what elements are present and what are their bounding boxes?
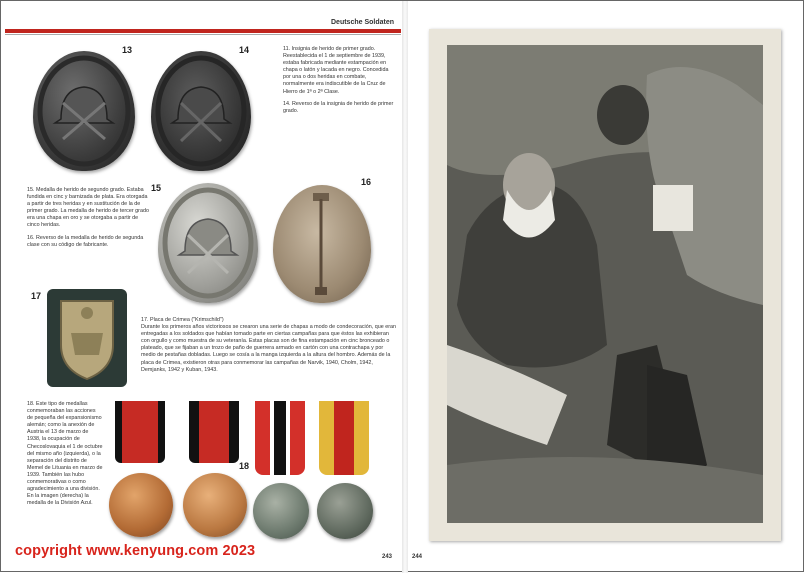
sudetenland-medal — [183, 473, 247, 537]
crimea-shield-icon — [47, 289, 127, 387]
helmet-reverse-emblem-icon — [151, 51, 251, 171]
blue-division-medal-ribbon — [319, 401, 369, 475]
blue-division-medal — [317, 483, 373, 539]
wounded-soldier-photo — [447, 45, 763, 523]
page-gutter — [402, 1, 408, 573]
wound-badge-black-reverse — [151, 51, 251, 171]
caption-block-15-16 — [27, 187, 151, 254]
crimea-shield — [47, 289, 127, 387]
copyright-watermark: copyright www.kenyung.com 2023 — [15, 543, 256, 559]
caption-16: 16. Reverso de la medalla de herido de segunda clase con su código de fabricante. — [27, 234, 144, 248]
caption-11: 11. Insignia de herido de primer grado. Reestablecida el 1 de septiembre de 1939, estaba fabricada mediante estampación en chapa o latón y lacada en negro. Concedida por una o dos heridas en combate, normalmente era indiscutible de la Cruz de Hierro de 1ª o 2ª Clase. — [283, 46, 389, 95]
pin-fastener-icon — [273, 185, 371, 303]
caption-15: 15. Medalla de herido de segundo grado. Estaba fundida en cinc y barnizada de plata. Era otorgada a partir de tres heridas y en sustitución de la de primer grado. La medalla de herido de tercer grado era una chapa en oro y se otorgaba a partir de cinco heridas. — [27, 187, 149, 229]
helmet-wreath-emblem-icon — [33, 51, 135, 171]
left-page-number: 243 — [382, 554, 393, 560]
caption-17-title: 17. Placa de Crimea ("Krimschild") — [141, 317, 224, 323]
austria-medal-ribbon — [115, 401, 165, 463]
header-rule-thin — [5, 34, 401, 35]
figure-number-17: 17 — [31, 291, 42, 301]
wounded-soldier-scene-icon — [447, 45, 763, 523]
austria-anschluss-medal — [109, 473, 173, 537]
figure-number-18: 18 — [239, 461, 250, 471]
caption-block-18 — [27, 401, 103, 512]
running-head: Deutsche Soldaten — [331, 19, 395, 26]
memel-medal — [253, 483, 309, 539]
caption-block-11-14 — [283, 46, 395, 120]
caption-17-body: Durante los primeros años victoriosos se crearon una serie de chapas a modo de condecoración, que eran entregadas a los soldados que habían tomado parte en ciertas campañas para que éstos las exhibieran con orgullo y como muestra de su veteranía. Estas placas son de fina estampación en cinc bronceado o plateado, que se fijaban a un trozo de paño de guerrera armado en cartón con una contrachapa y por medio de pestañas dobladas. Luego se cosía a la manga izquierda a la altura del hombro. Además de la placa de Crimea, existieron otras para conmemorar las campañas de Narvik, 1940, Cholm, 1942, Demjanks, 1942 y Kuban, 1943. — [141, 324, 397, 373]
caption-14: 14. Reverso de la insignia de herido de primer grado. — [283, 100, 394, 114]
sudetenland-medal-ribbon — [189, 401, 239, 463]
figure-number-13: 13 — [122, 45, 133, 55]
caption-block-17 — [141, 317, 397, 379]
silver-helmet-emblem-icon — [158, 183, 258, 303]
figure-number-15: 15 — [151, 183, 162, 193]
figure-number-14: 14 — [239, 45, 250, 55]
wound-badge-black-front — [33, 51, 135, 171]
wound-badge-silver-front — [158, 183, 258, 303]
memel-medal-ribbon — [255, 401, 305, 475]
wound-badge-silver-reverse — [273, 185, 371, 303]
header-rule — [5, 29, 401, 33]
caption-18: 18. Este tipo de medallas conmemoraban las acciones de pequeña del expansionismo alemán; como la anexión de Austria el 13 de marzo de 1938, la ocupación de Checoslovaquia el 1 de octubre del mismo año (izquierda), o la separación del distrito de Memel de Lituania en marzo de 1939. También las hubo conmemorativas o como agradecimiento a una división. En la imagen (derecha) la medalla de la División Azul. — [27, 401, 103, 507]
figure-number-16: 16 — [361, 177, 372, 187]
right-page-number: 244 — [412, 554, 423, 560]
